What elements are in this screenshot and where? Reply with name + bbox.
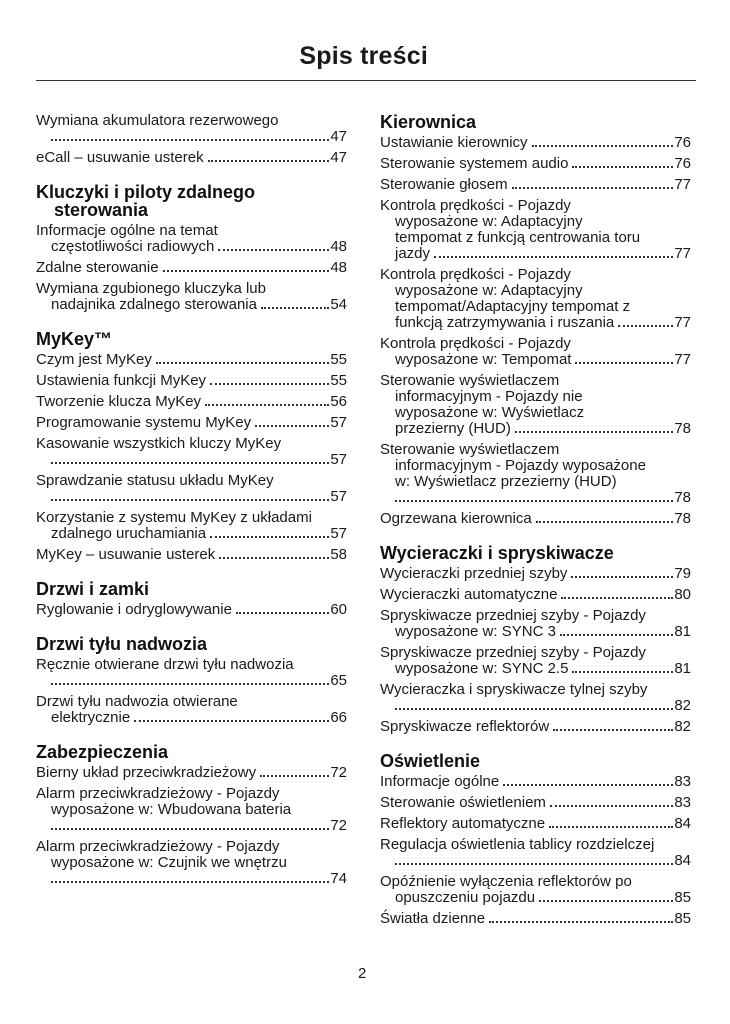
entry-page-number[interactable]: 77 xyxy=(674,351,691,368)
toc-entry[interactable] xyxy=(36,839,347,887)
entry-last-line xyxy=(36,818,347,834)
dot-leader xyxy=(561,597,673,599)
entry-last-line xyxy=(36,452,347,468)
entry-text: częstotliwości radiowych xyxy=(51,238,215,255)
toc-entry[interactable] xyxy=(380,774,691,790)
entry-text: Bierny układ przeciwkradzieżowy xyxy=(36,764,257,781)
dot-leader xyxy=(395,708,673,710)
entry-page-number[interactable]: 57 xyxy=(330,488,347,505)
entry-last-line xyxy=(380,911,691,927)
entry-last-line xyxy=(36,673,347,689)
toc-entry[interactable] xyxy=(36,352,347,368)
entry-last-line xyxy=(36,297,347,313)
entry-last-line xyxy=(380,853,691,869)
toc-entry[interactable] xyxy=(36,113,347,145)
entry-last-line xyxy=(36,602,347,618)
toc-entry[interactable] xyxy=(36,150,347,166)
entry-page-number[interactable]: 78 xyxy=(674,489,691,506)
toc-entry[interactable] xyxy=(380,442,691,506)
dot-leader xyxy=(489,921,673,923)
section-heading xyxy=(36,580,347,598)
entry-last-line xyxy=(380,156,691,172)
toc-entry[interactable] xyxy=(380,267,691,331)
toc-column-left xyxy=(36,113,347,904)
entry-text: Ryglowanie i odryglowywanie xyxy=(36,601,232,618)
entry-page-number[interactable]: 78 xyxy=(674,420,691,437)
toc-entry[interactable] xyxy=(36,765,347,781)
section-heading xyxy=(380,113,691,131)
dot-leader xyxy=(219,557,329,559)
toc-entry[interactable] xyxy=(36,602,347,618)
dot-leader xyxy=(236,612,329,614)
entry-text: Sterowanie systemem audio xyxy=(380,155,569,172)
section-heading-line: Zabezpieczenia xyxy=(36,742,169,762)
dot-leader xyxy=(503,784,673,786)
entry-last-line xyxy=(36,526,347,542)
toc-column-right xyxy=(380,113,691,944)
entry-text: Ogrzewana kierownica xyxy=(380,510,532,527)
entry-text: Wycieraczki automatyczne xyxy=(380,586,558,603)
entry-text: wyposażone w: SYNC 3 xyxy=(395,623,556,640)
dot-leader xyxy=(575,362,673,364)
toc-section xyxy=(36,635,347,726)
toc-entry[interactable] xyxy=(380,874,691,906)
entry-text: elektrycznie xyxy=(51,709,131,726)
entry-last-line xyxy=(380,352,691,368)
entry-page-number[interactable]: 85 xyxy=(674,889,691,906)
toc-entry[interactable] xyxy=(380,587,691,603)
toc-entry[interactable] xyxy=(380,719,691,735)
entry-page-number[interactable]: 84 xyxy=(674,852,691,869)
section-heading-line: Drzwi tyłu nadwozia xyxy=(36,634,208,654)
dot-leader xyxy=(51,828,329,830)
entry-text: wyposażone w: SYNC 2.5 xyxy=(395,660,569,677)
entry-last-line xyxy=(380,698,691,714)
entry-text: Sterowanie wyświetlaczem xyxy=(380,441,560,458)
entry-last-line xyxy=(36,765,347,781)
toc-entry[interactable] xyxy=(380,566,691,582)
entry-page-number[interactable]: 54 xyxy=(330,296,347,313)
title-divider xyxy=(36,80,696,81)
toc-entry[interactable] xyxy=(36,415,347,431)
entry-last-line xyxy=(36,260,347,276)
section-heading-line: Kluczyki i piloty zdalnego xyxy=(36,182,256,202)
dot-leader xyxy=(51,499,329,501)
entry-text: Drzwi tyłu nadwozia otwierane xyxy=(36,693,238,710)
entry-page-number[interactable]: 56 xyxy=(330,393,347,410)
entry-text: wyposażone w: Wyświetlacz xyxy=(395,404,585,421)
entry-last-line xyxy=(380,795,691,811)
dot-leader xyxy=(205,404,329,406)
entry-page-number[interactable]: 77 xyxy=(674,176,691,193)
entry-last-line xyxy=(36,415,347,431)
section-heading-line: MyKey™ xyxy=(36,329,113,349)
entry-text: Tworzenie klucza MyKey xyxy=(36,393,202,410)
entry-last-line xyxy=(380,661,691,677)
section-heading xyxy=(36,635,347,653)
entry-text: Spryskiwacze przedniej szyby - Pojazdy xyxy=(380,644,646,661)
entry-text: Sterowanie wyświetlaczem xyxy=(380,372,560,389)
toc-entry[interactable] xyxy=(380,795,691,811)
entry-text: Wymiana zgubionego kluczyka lub xyxy=(36,280,266,297)
entry-page-number[interactable]: 55 xyxy=(330,372,347,389)
toc-entry[interactable] xyxy=(36,394,347,410)
entry-text: Ustawienia funkcji MyKey xyxy=(36,372,207,389)
toc-entry[interactable] xyxy=(380,816,691,832)
entry-page-number[interactable]: 65 xyxy=(330,672,347,689)
entry-text: Kontrola prędkości - Pojazdy xyxy=(380,335,571,352)
dot-leader xyxy=(134,720,329,722)
dot-leader xyxy=(395,863,673,865)
entry-text: Sterowanie głosem xyxy=(380,176,508,193)
entry-text: Informacje ogólne na temat xyxy=(36,222,218,239)
entry-last-line xyxy=(36,352,347,368)
toc-entry[interactable] xyxy=(36,694,347,726)
entry-text: wyposażone w: Wbudowana bateria xyxy=(51,801,292,818)
dot-leader xyxy=(512,187,674,189)
entry-text: Korzystanie z systemu MyKey z układami xyxy=(36,509,312,526)
page-number: 2 xyxy=(358,965,367,982)
entry-page-number[interactable]: 57 xyxy=(330,525,347,542)
toc-entry[interactable] xyxy=(380,645,691,677)
toc-entry[interactable] xyxy=(380,682,691,714)
dot-leader xyxy=(572,671,673,673)
entry-last-line xyxy=(380,774,691,790)
toc-entry[interactable] xyxy=(380,511,691,527)
toc-entry[interactable] xyxy=(36,260,347,276)
dot-leader xyxy=(395,500,673,502)
entry-page-number[interactable]: 72 xyxy=(330,764,347,781)
entry-text: Regulacja oświetlenia tablicy rozdzielczej xyxy=(380,836,655,853)
toc-entry[interactable] xyxy=(36,786,347,834)
entry-page-number[interactable]: 83 xyxy=(674,794,691,811)
entry-text: jazdy xyxy=(395,245,431,262)
entry-last-line xyxy=(380,511,691,527)
entry-last-line xyxy=(380,315,691,331)
toc-entry[interactable] xyxy=(380,911,691,927)
entry-text: Spryskiwacze reflektorów xyxy=(380,718,550,735)
entry-page-number[interactable]: 81 xyxy=(674,660,691,677)
toc-section xyxy=(36,580,347,618)
section-heading xyxy=(380,752,691,770)
toc-section xyxy=(36,330,347,563)
entry-text: Wycieraczka i spryskiwacze tylnej szyby xyxy=(380,681,648,698)
entry-page-number[interactable]: 76 xyxy=(674,134,691,151)
dot-leader xyxy=(571,576,673,578)
entry-text: informacyjnym - Pojazdy wyposażone xyxy=(395,457,646,474)
entry-text: eCall – usuwanie usterek xyxy=(36,149,204,166)
toc-entry[interactable] xyxy=(380,156,691,172)
dot-leader xyxy=(261,307,329,309)
entry-text: Ręcznie otwierane drzwi tyłu nadwozia xyxy=(36,656,294,673)
toc-entry[interactable] xyxy=(36,373,347,389)
entry-last-line xyxy=(36,373,347,389)
toc-entry[interactable] xyxy=(36,510,347,542)
entry-text: Światła dzienne xyxy=(380,910,486,927)
entry-last-line xyxy=(36,239,347,255)
dot-leader xyxy=(163,270,330,272)
entry-page-number[interactable]: 80 xyxy=(674,586,691,603)
entry-text: Wycieraczki przedniej szyby xyxy=(380,565,568,582)
entry-last-line xyxy=(380,421,691,437)
entry-text: zdalnego uruchamiania xyxy=(51,525,207,542)
toc-entry[interactable] xyxy=(380,608,691,640)
entry-last-line xyxy=(36,547,347,563)
entry-text: wyposażone w: Adaptacyjny xyxy=(395,213,583,230)
dot-leader xyxy=(550,805,673,807)
entry-page-number[interactable]: 83 xyxy=(674,773,691,790)
entry-page-number[interactable]: 81 xyxy=(674,623,691,640)
toc-entry[interactable] xyxy=(36,223,347,255)
section-heading xyxy=(380,544,691,562)
entry-last-line xyxy=(380,624,691,640)
entry-last-line xyxy=(36,710,347,726)
entry-last-line xyxy=(380,490,691,506)
entry-text: tempomat z funkcją centrowania toru xyxy=(395,229,641,246)
dot-leader xyxy=(260,775,329,777)
entry-text: Programowanie systemu MyKey xyxy=(36,414,252,431)
entry-text: nadajnika zdalnego sterowania xyxy=(51,296,257,313)
entry-text: Spryskiwacze przedniej szyby - Pojazdy xyxy=(380,607,646,624)
entry-text: Kontrola prędkości - Pojazdy xyxy=(380,197,571,214)
dot-leader xyxy=(539,900,673,902)
toc-section xyxy=(380,113,691,527)
toc-entry[interactable] xyxy=(380,177,691,193)
entry-page-number[interactable]: 66 xyxy=(330,709,347,726)
section-heading xyxy=(36,183,347,219)
entry-text: Sprawdzanie statusu układu MyKey xyxy=(36,472,274,489)
entry-text: Alarm przeciwkradzieżowy - Pojazdy xyxy=(36,785,280,802)
dot-leader xyxy=(51,683,329,685)
dot-leader xyxy=(532,145,674,147)
toc-section xyxy=(380,544,691,735)
section-heading-line: Kierownica xyxy=(380,112,477,132)
entry-page-number[interactable]: 76 xyxy=(674,155,691,172)
entry-page-number[interactable]: 72 xyxy=(330,817,347,834)
section-heading-line: Oświetlenie xyxy=(380,751,481,771)
section-heading-line: Drzwi i zamki xyxy=(36,579,150,599)
entry-last-line xyxy=(380,719,691,735)
entry-text: tempomat/Adaptacyjny tempomat z xyxy=(395,298,631,315)
entry-text: Zdalne sterowanie xyxy=(36,259,159,276)
entry-text: informacyjnym - Pojazdy nie xyxy=(395,388,583,405)
toc-entry[interactable] xyxy=(380,135,691,151)
toc-entry[interactable] xyxy=(380,198,691,262)
dot-leader xyxy=(218,249,329,251)
page-title: Spis treści xyxy=(299,42,428,70)
entry-text: przezierny (HUD) xyxy=(395,420,511,437)
entry-page-number[interactable]: 84 xyxy=(674,815,691,832)
toc-entry[interactable] xyxy=(36,281,347,313)
entry-text: Opóźnienie wyłączenia reflektorów po xyxy=(380,873,632,890)
toc-section xyxy=(380,752,691,927)
entry-page-number[interactable]: 82 xyxy=(674,697,691,714)
toc-section xyxy=(36,743,347,887)
toc-entry[interactable] xyxy=(36,657,347,689)
entry-page-number[interactable]: 55 xyxy=(330,351,347,368)
entry-page-number[interactable]: 77 xyxy=(674,245,691,262)
entry-page-number[interactable]: 77 xyxy=(674,314,691,331)
entry-text: Kasowanie wszystkich kluczy MyKey xyxy=(36,435,282,452)
entry-last-line xyxy=(36,489,347,505)
toc-entry[interactable] xyxy=(36,547,347,563)
entry-page-number[interactable]: 58 xyxy=(330,546,347,563)
entry-text: w: Wyświetlacz przezierny (HUD) xyxy=(395,473,617,490)
section-heading xyxy=(36,330,347,348)
section-heading-line: sterowania xyxy=(54,200,149,220)
entry-text: wyposażone w: Adaptacyjny xyxy=(395,282,583,299)
entry-page-number[interactable]: 57 xyxy=(330,414,347,431)
toc-section xyxy=(36,113,347,166)
entry-page-number[interactable]: 47 xyxy=(330,128,347,145)
section-heading xyxy=(36,743,347,761)
dot-leader xyxy=(210,536,329,538)
dot-leader xyxy=(208,160,330,162)
entry-text: Czym jest MyKey xyxy=(36,351,152,368)
dot-leader xyxy=(572,166,673,168)
entry-last-line xyxy=(36,129,347,145)
entry-text: Reflektory automatyczne xyxy=(380,815,546,832)
entry-page-number[interactable]: 85 xyxy=(674,910,691,927)
dot-leader xyxy=(255,425,329,427)
entry-page-number[interactable]: 78 xyxy=(674,510,691,527)
dot-leader xyxy=(618,325,673,327)
section-heading-line: Wycieraczki i spryskiwacze xyxy=(380,543,614,563)
entry-page-number[interactable]: 74 xyxy=(330,870,347,887)
dot-leader xyxy=(156,362,329,364)
dot-leader xyxy=(549,826,673,828)
entry-text: wyposażone w: Tempomat xyxy=(395,351,572,368)
dot-leader xyxy=(536,521,674,523)
entry-last-line xyxy=(380,566,691,582)
toc-entry[interactable] xyxy=(36,473,347,505)
entry-text: funkcją zatrzymywania i ruszania xyxy=(395,314,615,331)
entry-page-number[interactable]: 57 xyxy=(330,451,347,468)
dot-leader xyxy=(553,729,673,731)
entry-text: Kontrola prędkości - Pojazdy xyxy=(380,266,571,283)
dot-leader xyxy=(210,383,329,385)
entry-text: Ustawianie kierownicy xyxy=(380,134,528,151)
dot-leader xyxy=(51,139,329,141)
entry-last-line xyxy=(380,816,691,832)
toc-entry[interactable] xyxy=(36,436,347,468)
entry-last-line xyxy=(36,394,347,410)
entry-last-line xyxy=(380,177,691,193)
toc-entry[interactable] xyxy=(380,336,691,368)
entry-page-number[interactable]: 60 xyxy=(330,601,347,618)
toc-entry[interactable] xyxy=(380,837,691,869)
entry-text: wyposażone w: Czujnik we wnętrzu xyxy=(51,854,287,871)
entry-text: MyKey – usuwanie usterek xyxy=(36,546,216,563)
toc-entry[interactable] xyxy=(380,373,691,437)
dot-leader xyxy=(515,431,673,433)
toc-section xyxy=(36,183,347,313)
entry-text: Alarm przeciwkradzieżowy - Pojazdy xyxy=(36,838,280,855)
entry-text: Informacje ogólne xyxy=(380,773,500,790)
dot-leader xyxy=(434,256,673,258)
entry-page-number[interactable]: 82 xyxy=(674,718,691,735)
entry-page-number[interactable]: 48 xyxy=(330,259,347,276)
entry-page-number[interactable]: 48 xyxy=(330,238,347,255)
entry-page-number[interactable]: 79 xyxy=(674,565,691,582)
dot-leader xyxy=(51,462,329,464)
entry-text: Wymiana akumulatora rezerwowego xyxy=(36,112,279,129)
dot-leader xyxy=(560,634,673,636)
entry-last-line xyxy=(36,150,347,166)
entry-page-number[interactable]: 47 xyxy=(330,149,347,166)
entry-last-line xyxy=(380,587,691,603)
entry-text: Sterowanie oświetleniem xyxy=(380,794,546,811)
entry-last-line xyxy=(36,871,347,887)
entry-last-line xyxy=(380,246,691,262)
entry-last-line xyxy=(380,135,691,151)
entry-last-line xyxy=(380,890,691,906)
entry-text: opuszczeniu pojazdu xyxy=(395,889,536,906)
dot-leader xyxy=(51,881,329,883)
